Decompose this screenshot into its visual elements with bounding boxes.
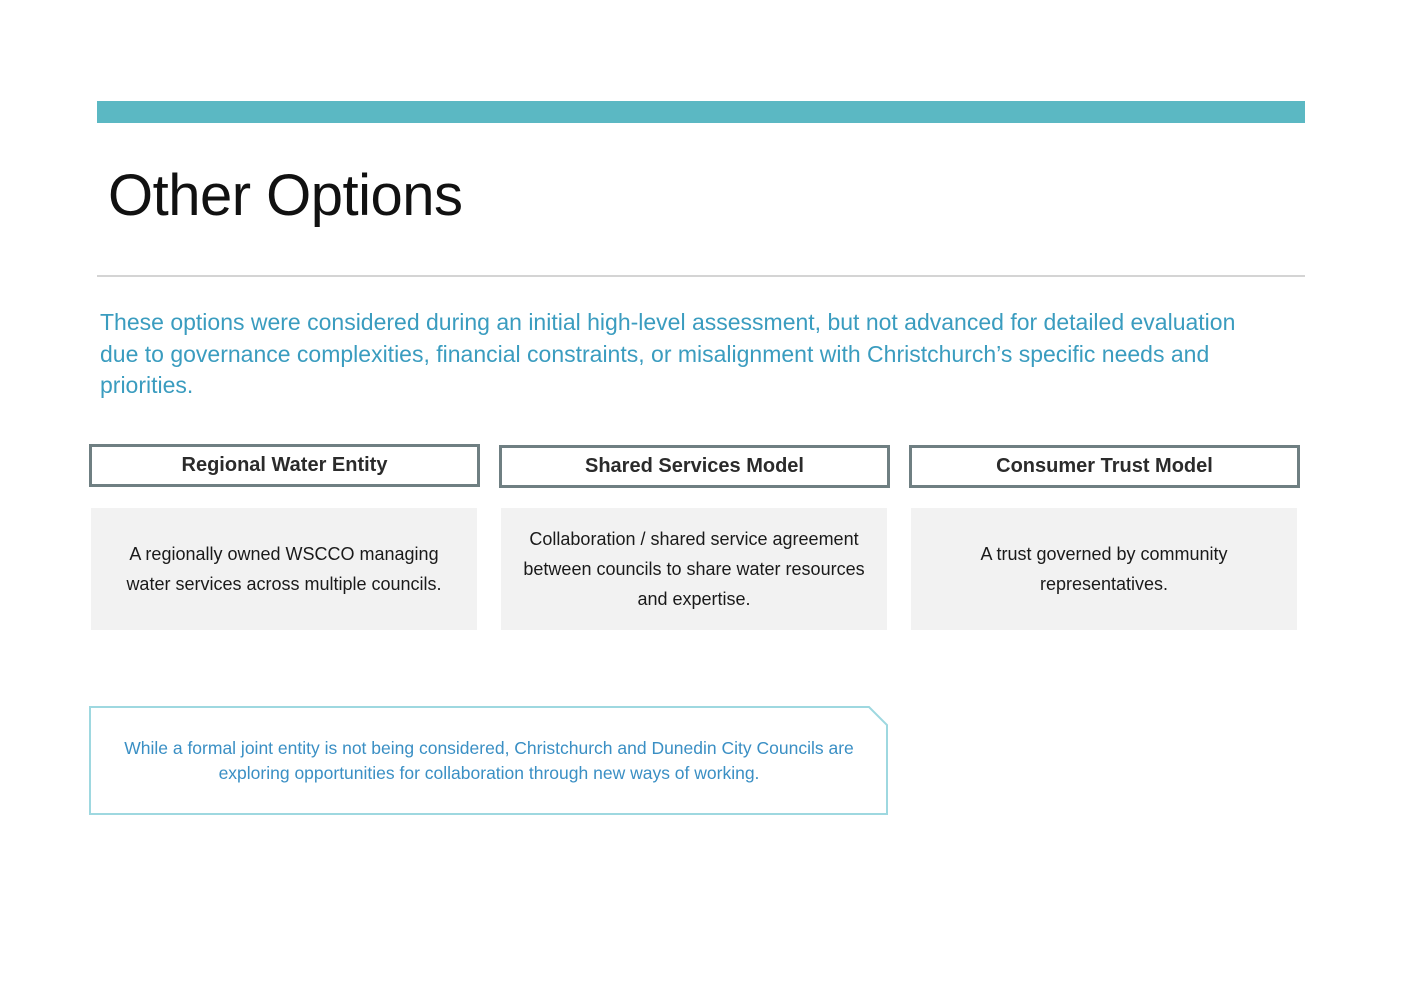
option-description: A trust governed by community representatives. [980,544,1228,594]
option-card-shared-services-model [501,508,887,630]
title-divider [97,275,1305,277]
option-card-consumer-trust-model [911,508,1297,630]
option-header-consumer-trust-model [909,445,1300,488]
option-title: Shared Services Model [585,455,804,477]
option-title: Consumer Trust Model [996,455,1213,477]
intro-paragraph: These options were considered during an initial high-level assessment, but not advanced for detailed evaluation due to governance complexities, financial constraints, or misalignment with Christchurch’s specific needs and priorities. [100,309,1236,398]
note-text: While a formal joint entity is not being considered, Christchurch and Dunedin City Councils are exploring opportunities for collaboration through new ways of working. [124,737,854,783]
option-title: Regional Water Entity [181,454,388,476]
accent-bar [97,101,1305,123]
collaboration-note [89,706,889,815]
page-title: Other Options [108,163,463,228]
option-header-shared-services-model [499,445,890,488]
option-description: Collaboration / shared service agreement between councils to share water resources and expertise. [523,529,865,609]
option-header-regional-water-entity [89,444,480,487]
option-description: A regionally owned WSCCO managing water services across multiple councils. [126,544,442,594]
option-card-regional-water-entity [91,508,477,630]
